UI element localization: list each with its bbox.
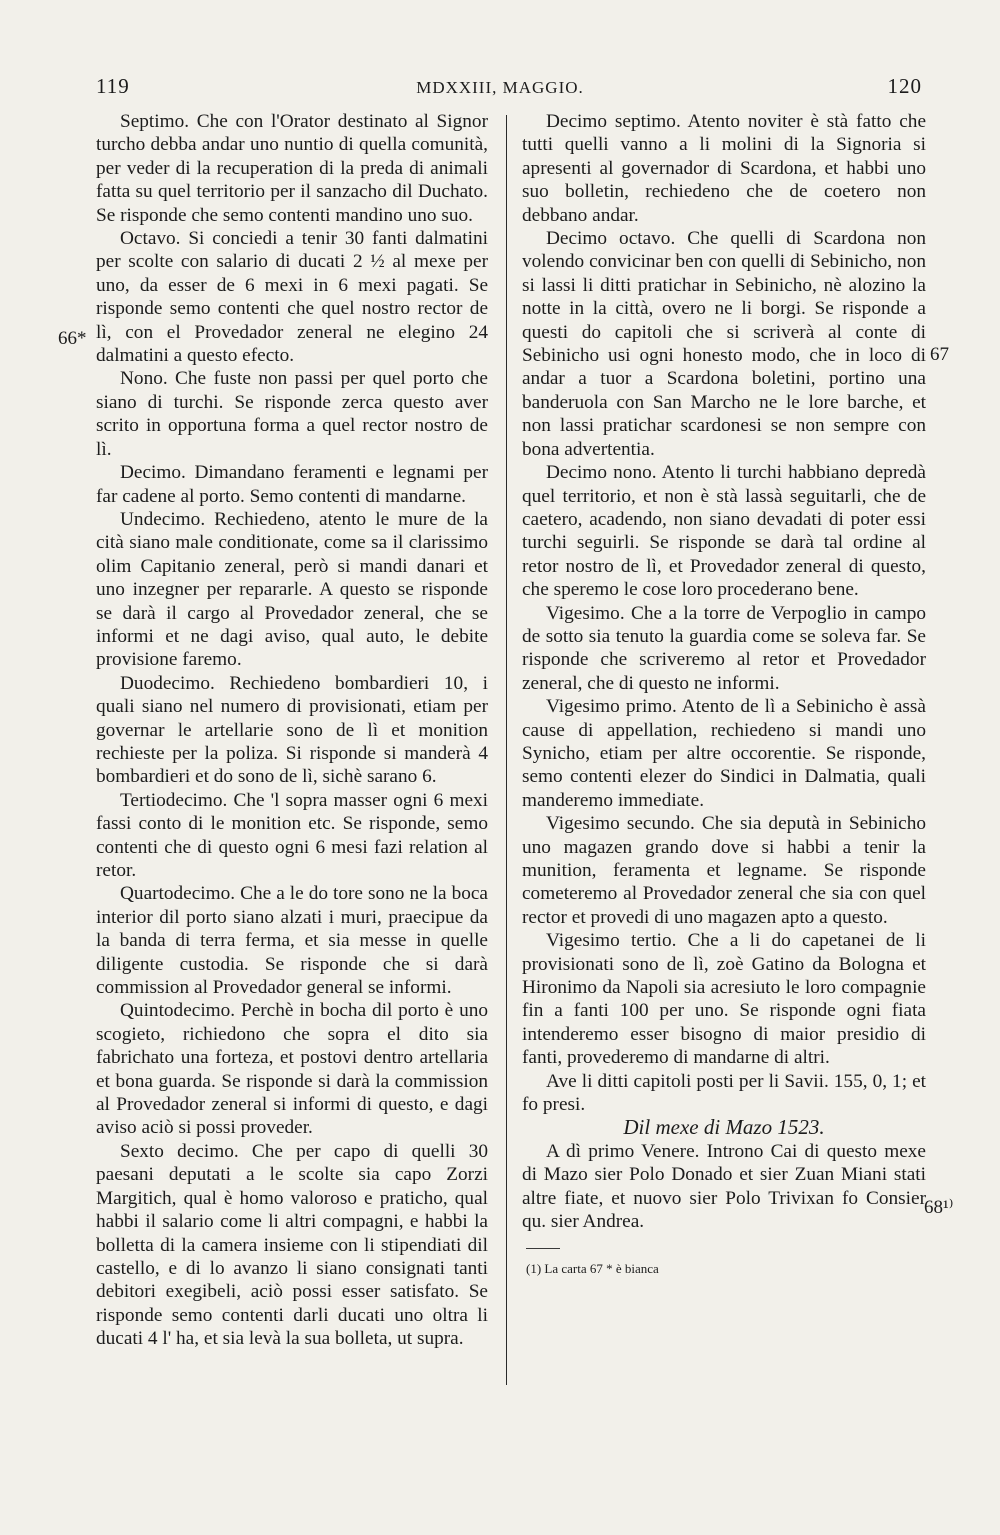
left-column <box>96 110 488 1351</box>
paragraph: Vigesimo tertio. Che a li do capetanei de li provisionati sono de lì, zoè Gatino da Bologna et Hironimo da Napoli sia acresiuto le loro compagnie fin a fanti 100 per uno. Se risponde ogni fiata intenderemo esser bisogno di maior presidio di fanti, provederemo di mandarne di altri. <box>522 930 926 1069</box>
paragraph: Tertiodecimo. Che 'l sopra masser ogni 6 mexi fassi conto di le monition etc. Se risponde, semo contenti che di questo ogni 6 mesi fazi relation al retor. <box>96 789 488 881</box>
column-divider <box>506 115 507 1385</box>
paragraph: Undecimo. Rechiedeno, atento le mure de la cità siano male conditionate, come sa il clarissimo olim Capitanio zeneral, però si mandi danari et uno inzegner per repararle. A questo se risponde se darà il cargo al Provedador zeneral, che se informi et ne dagi aviso, qual auto, le debite provisione faremo. <box>96 508 488 671</box>
paragraph: Decimo octavo. Che quelli di Scardona non volendo convicinar ben con quelli di Sebinicho, non si lassi li ditti pratichar in Sebinicho, nè alozino la notte in la città, overo ne li borgi. Se risponde a questi do capitoli che si scriverà al conte di Sebinicho usi ogni honesto modo, che in loco di andar a tuor a Scardona boletini, portino una banderuola con San Marcho ne le lore barche, et non lassi pratichar scardonesi se non sempre con bona advertentia. <box>522 228 926 460</box>
left-page-number: 119 <box>96 74 130 98</box>
paragraph: Quintodecimo. Perchè in bocha dil porto è uno scogieto, richiedono che sopra el dito sia fabrichato una forteza, et postovi dentro artellaria et bona guarda. Se risponde si darà la commission al Provedador zeneral si informi di questo, e dagi aviso aciò si possi proveder. <box>96 1000 488 1139</box>
footnote: (1) La carta 67 * è bianca <box>526 1260 659 1276</box>
margin-note-66: 66* <box>58 328 87 349</box>
footnote-divider <box>526 1248 560 1249</box>
paragraph: Nono. Che fuste non passi per quel porto che siano di turchi. Se risponde zerca questo aver scrito in opportuna forma a quel rector nostro de lì. <box>96 368 488 460</box>
paragraph: Quartodecimo. Che a le do tore sono ne la boca interior dil porto siano alzati i muri, praecipue da la banda di terra ferma, et sia messe in quelle diligente custodia. Se risponde che si darà commission al Provedador general se informi. <box>96 883 488 999</box>
paragraph: Octavo. Si conciedi a tenir 30 fanti dalmatini per scolte con salario di ducati 2 ½ al mexe per uno, da esser de 6 mexi in 6 mexi pagati. Se risponde semo contenti che quel nostro rector de lì, con el Provedador zeneral ne elegino 24 dalmatini a questo efecto. <box>96 228 488 367</box>
right-page-number: 120 <box>887 74 922 98</box>
paragraph: Decimo septimo. Atento noviter è stà fatto che tutti quelli vanno a li molini di la Signoria si apresenti al governador di Scardona, et habbi uno suo bolletin, rechiedeno che de coetero non debbano andar. <box>522 111 926 226</box>
paragraph: Decimo. Dimandano feramenti e legnami per far cadene al porto. Semo contenti di mandarne. <box>96 462 488 507</box>
paragraph: Vigesimo. Che a la torre de Verpoglio in campo de sotto sia tenuto la guardia come se soleva far. Se risponde che scriveremo al retor et Provedador zeneral, che di questo ne informi. <box>522 602 926 694</box>
right-column <box>522 110 926 1280</box>
paragraph: A dì primo Venere. Introno Cai di questo mexe di Mazo sier Polo Donado et sier Zuan Miani stati altre fiate, et nuovo sier Polo Trivixan fo Consier qu. sier Andrea. <box>522 1140 926 1233</box>
paragraph: Vigesimo secundo. Che sia deputà in Sebinicho uno magazen grando dove si habbi a tenir la munition, feramenta et legname. Se risponde cometeremo al Provedador zeneral che sia con quel rector et provedi di uno magazen apto a questo. <box>522 813 926 928</box>
paragraph: Decimo nono. Atento li turchi habbiano depredà quel territorio, et non è stà lassà seguitarli, che de caetero, acadendo, non siano devadati di poter essi turchi seguirli. Se risponde se darà tal ordine al retor nostro de lì, et Provedador zeneral di questo, che speremo le cose loro procederano bene. <box>522 462 926 601</box>
running-header: MDXXIII, MAGGIO. <box>416 78 584 97</box>
paragraph: Duodecimo. Rechiedeno bombardieri 10, i quali siano nel numero di provisionati, etiam per governar le artellarie sono de lì et monition rechieste per la poliza. Si risponde si manderà 4 bombardieri et do sono de lì, sichè sarano 6. <box>96 672 488 788</box>
margin-note-67: 67 <box>930 344 949 365</box>
paragraph: Sexto decimo. Che per capo di quelli 30 paesani deputati a le scolte sia capo Zorzi Margitich, qual è homo valoroso e praticho, qual habbi il salario come li altri compagni, e habbi la bolletta di la camera insieme con li stipendiati dil castello, e di lo avanzo li siano consignati tanti debitori exegibeli, aciò possi esser satisfato. Se risponde semo contenti darli ducati uno oltra li ducati 4 l' ha, et sia levà la sua bolleta, ut supra. <box>96 1140 488 1350</box>
paragraph: Septimo. Che con l'Orator destinato al Signor turcho debba andar uno nuntio di quella comunità, per veder di la recuperation di la preda di animali fatta su quel territorio per il sanzacho dil Duchato. Se risponde che semo contenti mandino uno suo. <box>96 111 488 226</box>
paragraph: Vigesimo primo. Atento de lì a Sebinicho è assà cause di appellation, rechiedeno si mandi uno Synicho, etiam per altre occorentie. Se risponde, semo contenti elezer do Sindici in Dalmatia, quali manderemo immediate. <box>522 696 926 811</box>
margin-note-68: 68¹⁾ <box>924 1197 954 1218</box>
paragraph: Ave li ditti capitoli posti per li Savii. 155, 0, 1; et fo presi. <box>522 1070 926 1116</box>
section-heading: Dil mexe di Mazo 1523. <box>623 1115 825 1140</box>
